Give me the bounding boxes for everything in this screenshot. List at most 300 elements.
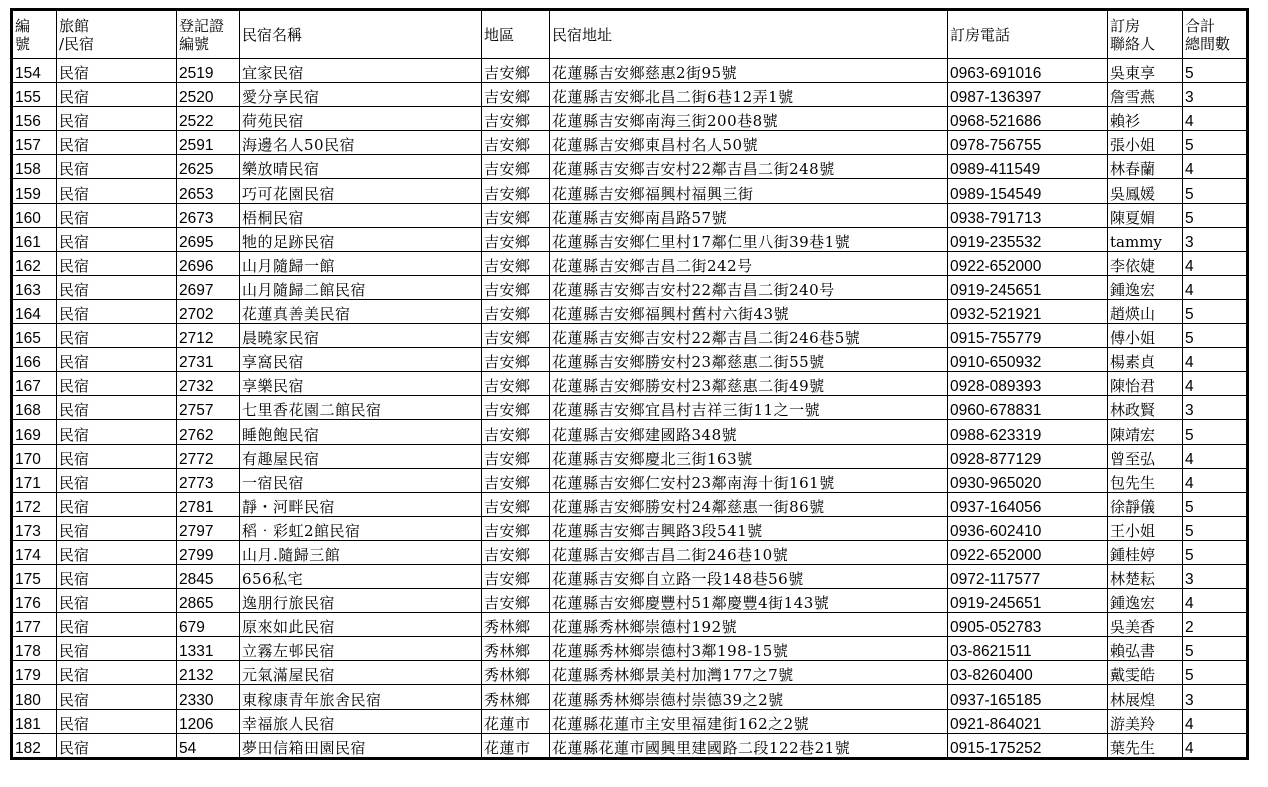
table-body: [12, 59, 1248, 759]
cell-addr: 花蓮縣吉安鄉南昌路57號: [550, 203, 948, 227]
cell-contact: 吳東享: [1108, 59, 1183, 83]
cell-area: 吉安鄉: [482, 107, 550, 131]
header-rooms: 合計 總間數: [1183, 10, 1248, 59]
cell-reg: 2696: [177, 251, 240, 275]
cell-name: 七里香花園二館民宿: [240, 396, 482, 420]
table-row: [12, 251, 1248, 275]
cell-name: 幸福旅人民宿: [240, 709, 482, 733]
cell-phone: 0987-136397: [948, 83, 1108, 107]
cell-rooms: 4: [1183, 372, 1248, 396]
table-row: [12, 492, 1248, 516]
cell-reg: 54: [177, 733, 240, 758]
cell-addr: 花蓮縣吉安鄉仁里村17鄰仁里八街39巷1號: [550, 227, 948, 251]
cell-reg: 1331: [177, 637, 240, 661]
cell-area: 吉安鄉: [482, 589, 550, 613]
cell-contact: 陳靖宏: [1108, 420, 1183, 444]
cell-type: 民宿: [57, 709, 177, 733]
cell-phone: 0921-864021: [948, 709, 1108, 733]
cell-rooms: 3: [1183, 396, 1248, 420]
cell-rooms: 5: [1183, 324, 1248, 348]
table-row: [12, 444, 1248, 468]
cell-phone: 0905-052783: [948, 613, 1108, 637]
cell-type: 民宿: [57, 540, 177, 564]
cell-phone: 0919-245651: [948, 275, 1108, 299]
table-row: [12, 59, 1248, 83]
cell-addr: 花蓮縣吉安鄉建國路348號: [550, 420, 948, 444]
cell-name: 山月.隨歸三館: [240, 540, 482, 564]
cell-rooms: 5: [1183, 516, 1248, 540]
cell-type: 民宿: [57, 589, 177, 613]
cell-reg: 2695: [177, 227, 240, 251]
cell-phone: 0910-650932: [948, 348, 1108, 372]
cell-name: 梧桐民宿: [240, 203, 482, 227]
cell-type: 民宿: [57, 179, 177, 203]
cell-type: 民宿: [57, 661, 177, 685]
cell-area: 秀林鄉: [482, 685, 550, 709]
cell-no: 174: [12, 540, 57, 564]
cell-phone: 0936-602410: [948, 516, 1108, 540]
cell-type: 民宿: [57, 275, 177, 299]
cell-phone: 0937-164056: [948, 492, 1108, 516]
cell-reg: 2591: [177, 131, 240, 155]
cell-no: 165: [12, 324, 57, 348]
cell-addr: 花蓮縣吉安鄉自立路一段148巷56號: [550, 564, 948, 588]
cell-no: 168: [12, 396, 57, 420]
cell-type: 民宿: [57, 420, 177, 444]
table-row: [12, 733, 1248, 758]
cell-addr: 花蓮縣吉安鄉勝安村24鄰慈惠一街86號: [550, 492, 948, 516]
cell-rooms: 3: [1183, 227, 1248, 251]
cell-reg: 2702: [177, 299, 240, 323]
cell-reg: 2330: [177, 685, 240, 709]
table-row: [12, 155, 1248, 179]
cell-reg: 2731: [177, 348, 240, 372]
cell-addr: 花蓮縣吉安鄉吉昌二街246巷10號: [550, 540, 948, 564]
cell-reg: 2520: [177, 83, 240, 107]
cell-phone: 0938-791713: [948, 203, 1108, 227]
cell-name: 元氣滿屋民宿: [240, 661, 482, 685]
bnb-registry-table: [10, 8, 1249, 760]
cell-contact: 詹雪燕: [1108, 83, 1183, 107]
cell-contact: 葉先生: [1108, 733, 1183, 758]
cell-no: 177: [12, 613, 57, 637]
cell-contact: 鍾逸宏: [1108, 275, 1183, 299]
header-name: 民宿名稱: [240, 10, 482, 59]
cell-contact: 林春蘭: [1108, 155, 1183, 179]
cell-addr: 花蓮縣吉安鄉慈惠2街95號: [550, 59, 948, 83]
cell-type: 民宿: [57, 396, 177, 420]
cell-contact: 徐靜儀: [1108, 492, 1183, 516]
cell-no: 172: [12, 492, 57, 516]
cell-type: 民宿: [57, 324, 177, 348]
cell-name: 原來如此民宿: [240, 613, 482, 637]
cell-name: 享窩民宿: [240, 348, 482, 372]
cell-no: 180: [12, 685, 57, 709]
cell-name: 山月隨歸二館民宿: [240, 275, 482, 299]
cell-area: 吉安鄉: [482, 468, 550, 492]
cell-area: 吉安鄉: [482, 540, 550, 564]
header-phone: 訂房電話: [948, 10, 1108, 59]
cell-area: 吉安鄉: [482, 227, 550, 251]
cell-rooms: 3: [1183, 83, 1248, 107]
cell-area: 吉安鄉: [482, 83, 550, 107]
cell-type: 民宿: [57, 637, 177, 661]
cell-no: 173: [12, 516, 57, 540]
cell-contact: 張小姐: [1108, 131, 1183, 155]
cell-contact: 李依婕: [1108, 251, 1183, 275]
cell-reg: 2522: [177, 107, 240, 131]
cell-contact: 戴雯皓: [1108, 661, 1183, 685]
table-row: [12, 613, 1248, 637]
cell-contact: 王小姐: [1108, 516, 1183, 540]
cell-name: 海邊名人50民宿: [240, 131, 482, 155]
cell-addr: 花蓮縣吉安鄉吉昌二街242号: [550, 251, 948, 275]
cell-type: 民宿: [57, 107, 177, 131]
cell-addr: 花蓮縣花蓮市主安里福建街162之2號: [550, 709, 948, 733]
cell-no: 159: [12, 179, 57, 203]
cell-name: 睡飽飽民宿: [240, 420, 482, 444]
cell-addr: 花蓮縣吉安鄉福興村福興三街: [550, 179, 948, 203]
cell-phone: 0972-117577: [948, 564, 1108, 588]
cell-phone: 0978-756755: [948, 131, 1108, 155]
cell-phone: 0932-521921: [948, 299, 1108, 323]
cell-type: 民宿: [57, 516, 177, 540]
cell-phone: 0919-245651: [948, 589, 1108, 613]
cell-rooms: 5: [1183, 179, 1248, 203]
cell-rooms: 5: [1183, 131, 1248, 155]
cell-no: 164: [12, 299, 57, 323]
cell-rooms: 4: [1183, 107, 1248, 131]
cell-contact: 游美羚: [1108, 709, 1183, 733]
cell-addr: 花蓮縣吉安鄉吉安村22鄰吉昌二街240号: [550, 275, 948, 299]
cell-reg: 2712: [177, 324, 240, 348]
cell-reg: 2799: [177, 540, 240, 564]
cell-name: 靜・河畔民宿: [240, 492, 482, 516]
cell-phone: 0989-411549: [948, 155, 1108, 179]
header-row: [12, 10, 1248, 59]
cell-type: 民宿: [57, 613, 177, 637]
cell-contact: 林政賢: [1108, 396, 1183, 420]
cell-addr: 花蓮縣吉安鄉慶北三街163號: [550, 444, 948, 468]
cell-name: 宜家民宿: [240, 59, 482, 83]
cell-name: 花蓮真善美民宿: [240, 299, 482, 323]
cell-area: 吉安鄉: [482, 444, 550, 468]
table-row: [12, 348, 1248, 372]
cell-contact: 吳鳳媛: [1108, 179, 1183, 203]
cell-rooms: 4: [1183, 468, 1248, 492]
cell-no: 182: [12, 733, 57, 758]
table-row: [12, 299, 1248, 323]
cell-no: 155: [12, 83, 57, 107]
table-row: [12, 685, 1248, 709]
cell-rooms: 4: [1183, 275, 1248, 299]
cell-no: 166: [12, 348, 57, 372]
cell-reg: 2773: [177, 468, 240, 492]
cell-name: 荷苑民宿: [240, 107, 482, 131]
cell-area: 吉安鄉: [482, 396, 550, 420]
cell-type: 民宿: [57, 83, 177, 107]
cell-name: 有趣屋民宿: [240, 444, 482, 468]
cell-no: 169: [12, 420, 57, 444]
cell-no: 163: [12, 275, 57, 299]
cell-reg: 2797: [177, 516, 240, 540]
header-contact: 訂房 聯絡人: [1108, 10, 1183, 59]
cell-name: 稻‧彩虹2館民宿: [240, 516, 482, 540]
table-row: [12, 540, 1248, 564]
cell-name: 晨曉家民宿: [240, 324, 482, 348]
cell-contact: 陳怡君: [1108, 372, 1183, 396]
table-row: [12, 516, 1248, 540]
cell-type: 民宿: [57, 733, 177, 758]
cell-type: 民宿: [57, 251, 177, 275]
cell-name: 逸朋行旅民宿: [240, 589, 482, 613]
header-area: 地區: [482, 10, 550, 59]
cell-reg: 2757: [177, 396, 240, 420]
cell-no: 162: [12, 251, 57, 275]
cell-rooms: 4: [1183, 348, 1248, 372]
cell-addr: 花蓮縣吉安鄉勝安村23鄰慈惠二街55號: [550, 348, 948, 372]
cell-name: 巧可花園民宿: [240, 179, 482, 203]
table-row: [12, 589, 1248, 613]
cell-rooms: 4: [1183, 589, 1248, 613]
cell-contact: 賴弘書: [1108, 637, 1183, 661]
cell-addr: 花蓮縣吉安鄉勝安村23鄰慈惠二街49號: [550, 372, 948, 396]
cell-reg: 2132: [177, 661, 240, 685]
cell-contact: 傅小姐: [1108, 324, 1183, 348]
cell-contact: 林楚耘: [1108, 564, 1183, 588]
cell-rooms: 4: [1183, 709, 1248, 733]
cell-addr: 花蓮縣秀林鄉崇德村192號: [550, 613, 948, 637]
cell-area: 花蓮市: [482, 709, 550, 733]
cell-phone: 0915-175252: [948, 733, 1108, 758]
cell-addr: 花蓮縣吉安鄉吉安村22鄰吉昌二街248號: [550, 155, 948, 179]
table-row: [12, 179, 1248, 203]
cell-phone: 0963-691016: [948, 59, 1108, 83]
cell-type: 民宿: [57, 685, 177, 709]
table-row: [12, 420, 1248, 444]
cell-rooms: 5: [1183, 299, 1248, 323]
cell-no: 178: [12, 637, 57, 661]
cell-type: 民宿: [57, 348, 177, 372]
cell-reg: 1206: [177, 709, 240, 733]
cell-area: 吉安鄉: [482, 516, 550, 540]
cell-type: 民宿: [57, 227, 177, 251]
cell-type: 民宿: [57, 468, 177, 492]
table-row: [12, 131, 1248, 155]
cell-addr: 花蓮縣秀林鄉崇德村崇德39之2號: [550, 685, 948, 709]
cell-area: 吉安鄉: [482, 348, 550, 372]
cell-area: 吉安鄉: [482, 564, 550, 588]
cell-reg: 2732: [177, 372, 240, 396]
cell-addr: 花蓮縣吉安鄉吉興路3段541號: [550, 516, 948, 540]
cell-type: 民宿: [57, 203, 177, 227]
cell-rooms: 2: [1183, 613, 1248, 637]
cell-area: 吉安鄉: [482, 203, 550, 227]
header-type: 旅館 /民宿: [57, 10, 177, 59]
cell-phone: 03-8260400: [948, 661, 1108, 685]
cell-type: 民宿: [57, 564, 177, 588]
table-row: [12, 709, 1248, 733]
cell-phone: 0930-965020: [948, 468, 1108, 492]
cell-no: 171: [12, 468, 57, 492]
header-reg: 登記證 編號: [177, 10, 240, 59]
table-row: [12, 661, 1248, 685]
cell-phone: 0915-755779: [948, 324, 1108, 348]
cell-phone: 0960-678831: [948, 396, 1108, 420]
cell-rooms: 4: [1183, 155, 1248, 179]
cell-addr: 花蓮縣秀林鄉景美村加灣177之7號: [550, 661, 948, 685]
cell-no: 154: [12, 59, 57, 83]
cell-name: 牠的足跡民宿: [240, 227, 482, 251]
cell-area: 吉安鄉: [482, 251, 550, 275]
cell-no: 175: [12, 564, 57, 588]
cell-rooms: 5: [1183, 661, 1248, 685]
cell-rooms: 5: [1183, 637, 1248, 661]
table-row: [12, 275, 1248, 299]
cell-rooms: 4: [1183, 733, 1248, 758]
cell-rooms: 5: [1183, 203, 1248, 227]
cell-name: 656私宅: [240, 564, 482, 588]
cell-area: 吉安鄉: [482, 420, 550, 444]
cell-reg: 2673: [177, 203, 240, 227]
cell-addr: 花蓮縣吉安鄉東昌村名人50號: [550, 131, 948, 155]
cell-name: 享樂民宿: [240, 372, 482, 396]
cell-contact: 陳夏媚: [1108, 203, 1183, 227]
cell-no: 181: [12, 709, 57, 733]
cell-name: 立霧左邨民宿: [240, 637, 482, 661]
cell-contact: 曾至弘: [1108, 444, 1183, 468]
table-row: [12, 203, 1248, 227]
cell-phone: 0922-652000: [948, 251, 1108, 275]
cell-name: 愛分享民宿: [240, 83, 482, 107]
table-row: [12, 637, 1248, 661]
cell-name: 一宿民宿: [240, 468, 482, 492]
cell-reg: 2519: [177, 59, 240, 83]
cell-phone: 0922-652000: [948, 540, 1108, 564]
header-no: 編 號: [12, 10, 57, 59]
cell-rooms: 5: [1183, 59, 1248, 83]
cell-contact: 林展煌: [1108, 685, 1183, 709]
cell-no: 158: [12, 155, 57, 179]
cell-type: 民宿: [57, 444, 177, 468]
cell-addr: 花蓮縣吉安鄉慶豐村51鄰慶豐4街143號: [550, 589, 948, 613]
cell-addr: 花蓮縣吉安鄉南海三街200巷8號: [550, 107, 948, 131]
cell-no: 157: [12, 131, 57, 155]
cell-addr: 花蓮縣花蓮市國興里建國路二段122巷21號: [550, 733, 948, 758]
cell-name: 東稼康青年旅舍民宿: [240, 685, 482, 709]
cell-addr: 花蓮縣吉安鄉宜昌村吉祥三街11之一號: [550, 396, 948, 420]
cell-addr: 花蓮縣吉安鄉福興村舊村六街43號: [550, 299, 948, 323]
cell-type: 民宿: [57, 372, 177, 396]
cell-contact: 鍾逸宏: [1108, 589, 1183, 613]
table-row: [12, 324, 1248, 348]
cell-no: 160: [12, 203, 57, 227]
cell-addr: 花蓮縣吉安鄉北昌二街6巷12弄1號: [550, 83, 948, 107]
cell-contact: 趙煐山: [1108, 299, 1183, 323]
table-row: [12, 372, 1248, 396]
cell-reg: 2845: [177, 564, 240, 588]
cell-area: 秀林鄉: [482, 637, 550, 661]
cell-contact: tammy: [1108, 227, 1183, 251]
cell-no: 170: [12, 444, 57, 468]
cell-phone: 0968-521686: [948, 107, 1108, 131]
cell-contact: 楊素貞: [1108, 348, 1183, 372]
cell-reg: 2653: [177, 179, 240, 203]
cell-phone: 03-8621511: [948, 637, 1108, 661]
table-row: [12, 564, 1248, 588]
cell-area: 秀林鄉: [482, 661, 550, 685]
cell-reg: 2865: [177, 589, 240, 613]
cell-addr: 花蓮縣吉安鄉吉安村22鄰吉昌二街246巷5號: [550, 324, 948, 348]
cell-area: 秀林鄉: [482, 613, 550, 637]
cell-phone: 0989-154549: [948, 179, 1108, 203]
cell-no: 156: [12, 107, 57, 131]
cell-no: 176: [12, 589, 57, 613]
cell-area: 吉安鄉: [482, 372, 550, 396]
table-row: [12, 83, 1248, 107]
cell-no: 161: [12, 227, 57, 251]
cell-contact: 包先生: [1108, 468, 1183, 492]
cell-contact: 吳美香: [1108, 613, 1183, 637]
cell-addr: 花蓮縣秀林鄉崇德村3鄰198-15號: [550, 637, 948, 661]
cell-area: 吉安鄉: [482, 59, 550, 83]
cell-reg: 679: [177, 613, 240, 637]
cell-area: 吉安鄉: [482, 131, 550, 155]
cell-type: 民宿: [57, 59, 177, 83]
cell-rooms: 5: [1183, 492, 1248, 516]
cell-area: 吉安鄉: [482, 179, 550, 203]
cell-phone: 0928-089393: [948, 372, 1108, 396]
header-addr: 民宿地址: [550, 10, 948, 59]
cell-reg: 2625: [177, 155, 240, 179]
cell-type: 民宿: [57, 155, 177, 179]
cell-rooms: 5: [1183, 420, 1248, 444]
cell-phone: 0919-235532: [948, 227, 1108, 251]
cell-reg: 2762: [177, 420, 240, 444]
cell-type: 民宿: [57, 299, 177, 323]
cell-area: 吉安鄉: [482, 299, 550, 323]
cell-reg: 2772: [177, 444, 240, 468]
cell-contact: 賴衫: [1108, 107, 1183, 131]
table-row: [12, 227, 1248, 251]
cell-area: 吉安鄉: [482, 275, 550, 299]
cell-rooms: 4: [1183, 444, 1248, 468]
cell-area: 花蓮市: [482, 733, 550, 758]
cell-name: 山月隨歸一館: [240, 251, 482, 275]
table-row: [12, 468, 1248, 492]
cell-no: 167: [12, 372, 57, 396]
table-row: [12, 396, 1248, 420]
cell-area: 吉安鄉: [482, 492, 550, 516]
cell-contact: 鍾桂婷: [1108, 540, 1183, 564]
cell-rooms: 4: [1183, 251, 1248, 275]
cell-area: 吉安鄉: [482, 155, 550, 179]
cell-addr: 花蓮縣吉安鄉仁安村23鄰南海十街161號: [550, 468, 948, 492]
table-row: [12, 107, 1248, 131]
cell-reg: 2697: [177, 275, 240, 299]
cell-rooms: 3: [1183, 564, 1248, 588]
cell-type: 民宿: [57, 492, 177, 516]
cell-reg: 2781: [177, 492, 240, 516]
cell-phone: 0988-623319: [948, 420, 1108, 444]
cell-no: 179: [12, 661, 57, 685]
cell-area: 吉安鄉: [482, 324, 550, 348]
cell-name: 樂放晴民宿: [240, 155, 482, 179]
cell-rooms: 5: [1183, 540, 1248, 564]
cell-phone: 0937-165185: [948, 685, 1108, 709]
cell-type: 民宿: [57, 131, 177, 155]
cell-rooms: 3: [1183, 685, 1248, 709]
